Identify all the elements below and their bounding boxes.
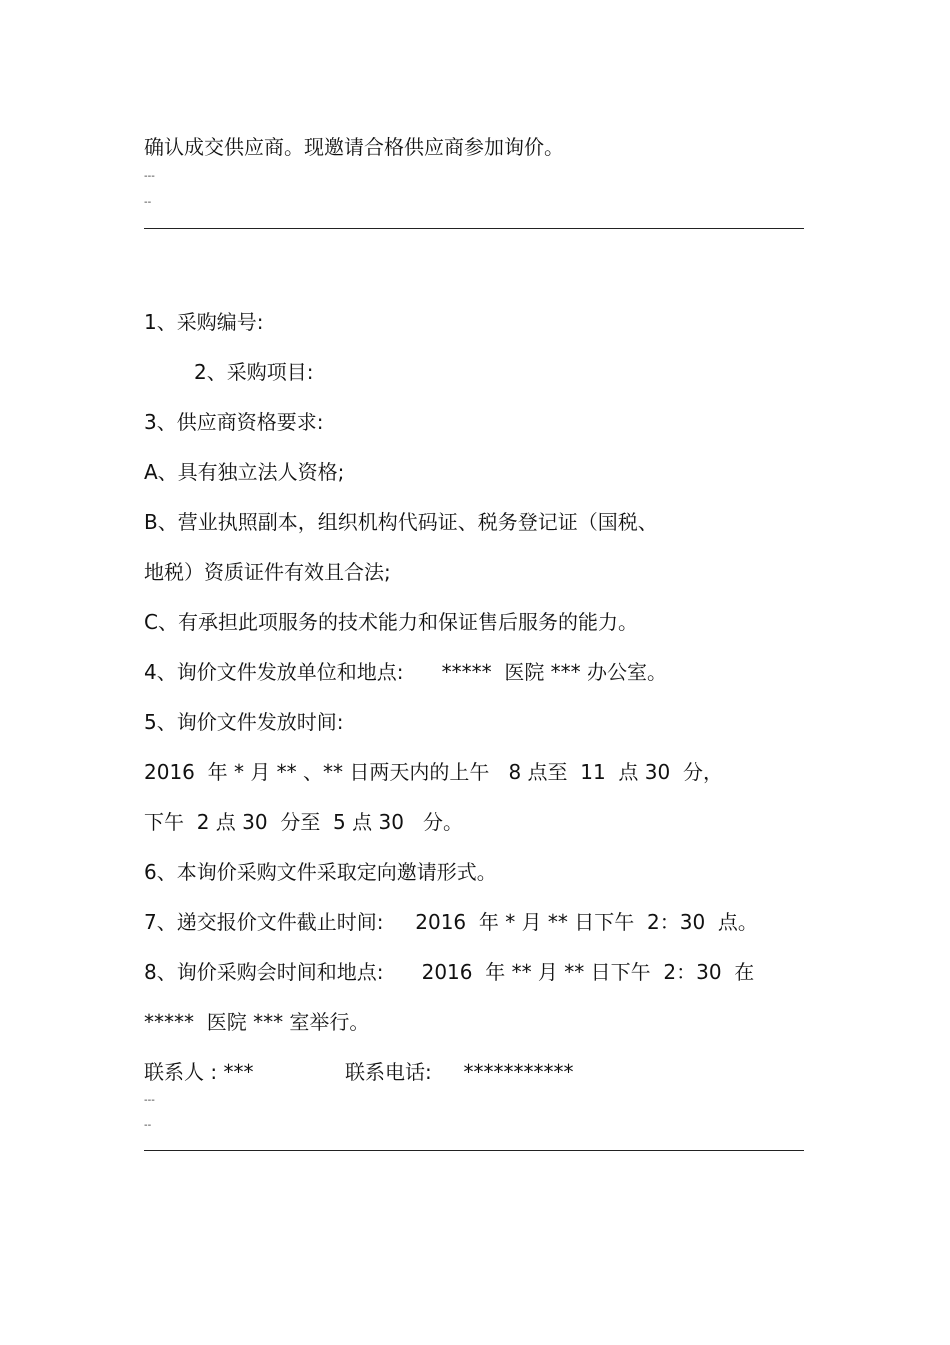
item-qual-a: A、具有独立法人资格; (144, 460, 345, 484)
item-meeting-cont: ***** 医院 *** 室举行。 (144, 1010, 370, 1034)
item-deadline: 7、递交报价文件截止时间: 2016 年 * 月 ** 日下午 2：30 点。 (144, 910, 758, 934)
item-purchase-number: 1、采购编号: (144, 310, 264, 334)
item-qual-c: C、有承担此项服务的技术能力和保证售后服务的能力。 (144, 610, 638, 634)
item-qual-b: B、营业执照副本，组织机构代码证、税务登记证（国税、 (144, 510, 658, 534)
dash-mark: --- (144, 1095, 155, 1106)
item-invite-form: 6、本询价采购文件采取定向邀请形式。 (144, 860, 497, 884)
dash-mark: --- (144, 171, 155, 182)
dash-mark: -- (144, 1120, 152, 1131)
item-purchase-project: 2、采购项目: (194, 360, 314, 384)
item-issue-time: 5、询价文件发放时间: (144, 710, 344, 734)
item-time-detail: 2016 年 * 月 ** 、** 日两天内的上午 8 点至 11 点 30 分， (144, 760, 723, 784)
divider-rule (144, 1150, 804, 1151)
item-qual-b-cont: 地税）资质证件有效且合法; (144, 560, 391, 584)
contact-phone: 联系电话: *********** (345, 1060, 574, 1084)
dash-mark: -- (144, 197, 152, 208)
contact-person: 联系人 : *** (144, 1060, 254, 1084)
item-time-detail-cont: 下午 2 点 30 分至 5 点 30 分。 (144, 810, 463, 834)
item-qualification: 3、供应商资格要求: (144, 410, 324, 434)
item-meeting: 8、询价采购会时间和地点: 2016 年 ** 月 ** 日下午 2：30 在 (144, 960, 755, 984)
intro-text: 确认成交供应商。现邀请合格供应商参加询价。 (144, 135, 564, 159)
divider-rule (144, 228, 804, 229)
item-issue-place: 4、询价文件发放单位和地点: ***** 医院 *** 办公室。 (144, 660, 668, 684)
